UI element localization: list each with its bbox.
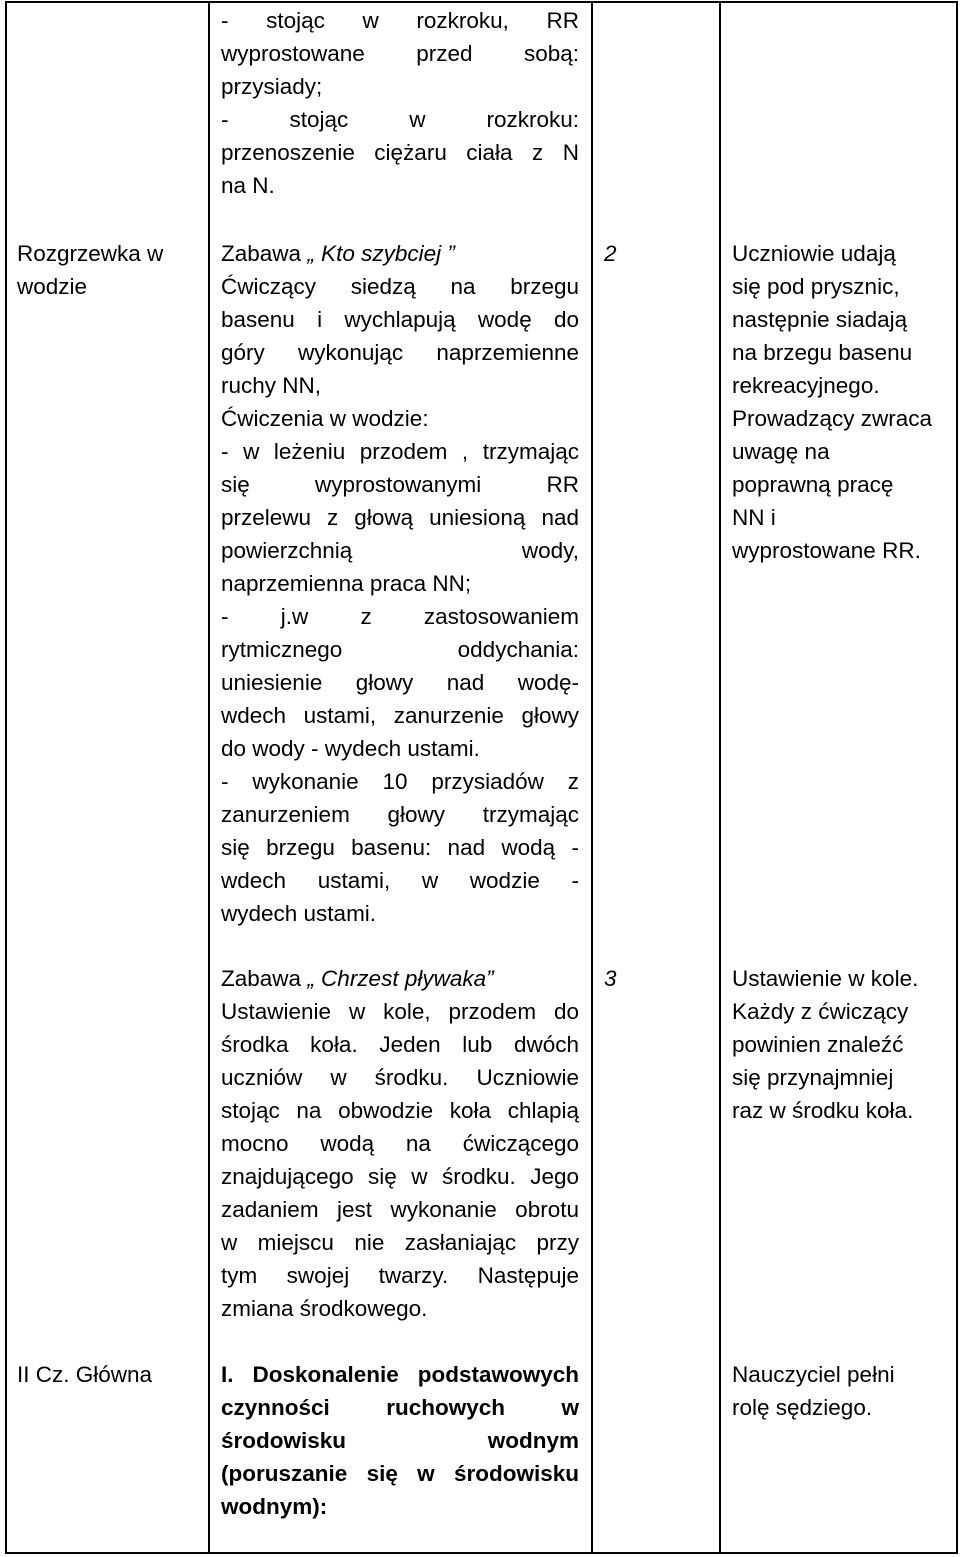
text-line: basenu i wychlapują wodę do bbox=[221, 307, 579, 332]
game-name: „ Kto szybciej ” bbox=[307, 241, 455, 266]
organizational-notes bbox=[732, 237, 952, 567]
text-line: Ćwiczenia w wodzie: bbox=[221, 406, 429, 431]
exercise-lines bbox=[221, 995, 579, 1325]
text-line: - j.w z zastosowaniem bbox=[221, 604, 579, 629]
note-line: Nauczyciel pełni bbox=[732, 1362, 895, 1387]
column-divider bbox=[591, 1, 593, 1554]
section-line: Rozgrzewka w bbox=[17, 241, 164, 266]
text-line: przysiady; bbox=[221, 74, 323, 99]
text-line: uczniów w środku. Uczniowie bbox=[221, 1065, 579, 1090]
time-minutes bbox=[604, 237, 704, 270]
organizational-notes bbox=[732, 1358, 952, 1424]
note-line: poprawną pracę bbox=[732, 472, 894, 497]
text-line: naprzemienna praca NN; bbox=[221, 571, 472, 596]
exercise-description bbox=[221, 4, 579, 202]
text-line: zmiana środkowego. bbox=[221, 1296, 428, 1321]
section-label bbox=[17, 1358, 197, 1391]
time-minutes bbox=[604, 962, 704, 995]
text-line: - w leżeniu przodem , trzymając bbox=[221, 439, 579, 464]
exercise-description bbox=[221, 962, 579, 1325]
organizational-notes bbox=[732, 962, 952, 1127]
column-divider bbox=[719, 1, 721, 1554]
text-line: środowisku wodnym bbox=[221, 1428, 579, 1453]
column-divider bbox=[208, 1, 210, 1554]
game-title bbox=[221, 962, 579, 995]
text-line: czynności ruchowych w bbox=[221, 1395, 579, 1420]
time-value: 3 bbox=[604, 966, 617, 991]
text-line: góry wykonując naprzemienne bbox=[221, 340, 579, 365]
note-line: powinien znaleźć bbox=[732, 1032, 904, 1057]
text-line: przenoszenie ciężaru ciała z N bbox=[221, 140, 579, 165]
section-label bbox=[17, 237, 197, 303]
text-line: wodnym): bbox=[221, 1494, 328, 1519]
note-line: rekreacyjnego. bbox=[732, 373, 880, 398]
text-line: (poruszanie się w środowisku bbox=[221, 1461, 579, 1486]
note-line: się pod prysznic, bbox=[732, 274, 900, 299]
text-line: I. Doskonalenie podstawowych bbox=[221, 1362, 579, 1387]
note-line: Prowadzący zwraca bbox=[732, 406, 933, 431]
game-title-prefix: Zabawa bbox=[221, 966, 308, 991]
text-line: mocno wodą na ćwiczącego bbox=[221, 1131, 579, 1156]
text-line: Ustawienie w kole, przodem do bbox=[221, 999, 579, 1024]
note-line: rolę sędziego. bbox=[732, 1395, 873, 1420]
text-line: przelewu z głową uniesioną nad bbox=[221, 505, 579, 530]
text-line: znajdującego się w środku. Jego bbox=[221, 1164, 579, 1189]
note-line: raz w środku koła. bbox=[732, 1098, 914, 1123]
note-line: Każdy z ćwiczący bbox=[732, 999, 909, 1024]
text-line: do wody - wydech ustami. bbox=[221, 736, 480, 761]
note-line: uwagę na bbox=[732, 439, 830, 464]
exercise-lines bbox=[221, 270, 579, 930]
note-line: wyprostowane RR. bbox=[732, 538, 921, 563]
text-line: środka koła. Jeden lub dwóch bbox=[221, 1032, 579, 1057]
exercise-description bbox=[221, 237, 579, 930]
text-line: rytmicznego oddychania: bbox=[221, 637, 579, 662]
text-line: wydech ustami. bbox=[221, 901, 377, 926]
text-line: tym swojej twarzy. Następuje bbox=[221, 1263, 579, 1288]
text-line: - wykonanie 10 przysiadów z bbox=[221, 769, 579, 794]
main-part-heading bbox=[221, 1358, 579, 1523]
text-line: ruchy NN, bbox=[221, 373, 322, 398]
section-line: II Cz. Główna bbox=[17, 1362, 153, 1387]
text-line: Ćwiczący siedzą na brzegu bbox=[221, 274, 579, 299]
text-line: zanurzeniem głowy trzymając bbox=[221, 802, 579, 827]
note-line: się przynajmniej bbox=[732, 1065, 894, 1090]
text-line: wdech ustami, w wodzie - bbox=[221, 868, 579, 893]
note-line: Ustawienie w kole. bbox=[732, 966, 919, 991]
note-line: następnie siadają bbox=[732, 307, 908, 332]
text-line: się wyprostowanymi RR bbox=[221, 472, 579, 497]
text-line: wdech ustami, zanurzenie głowy bbox=[221, 703, 579, 728]
game-title-prefix: Zabawa bbox=[221, 241, 308, 266]
game-title bbox=[221, 237, 579, 270]
text-line: w miejscu nie zasłaniając przy bbox=[221, 1230, 579, 1255]
text-line: - stojąc w rozkroku: bbox=[221, 107, 579, 132]
text-line: uniesienie głowy nad wodę- bbox=[221, 670, 579, 695]
text-line: wyprostowane przed sobą: bbox=[221, 41, 579, 66]
text-line: zadaniem jest wykonanie obrotu bbox=[221, 1197, 579, 1222]
text-line: na N. bbox=[221, 173, 275, 198]
note-line: Uczniowie udają bbox=[732, 241, 896, 266]
note-line: NN i bbox=[732, 505, 776, 530]
text-line: stojąc na obwodzie koła chlapią bbox=[221, 1098, 579, 1123]
note-line: na brzegu basenu bbox=[732, 340, 913, 365]
time-value: 2 bbox=[604, 241, 617, 266]
text-line: się brzegu basenu: nad wodą - bbox=[221, 835, 579, 860]
game-name: „ Chrzest pływaka” bbox=[307, 966, 494, 991]
text-line: - stojąc w rozkroku, RR bbox=[221, 8, 579, 33]
text-line: powierzchnią wody, bbox=[221, 538, 579, 563]
section-line: wodzie bbox=[17, 274, 88, 299]
